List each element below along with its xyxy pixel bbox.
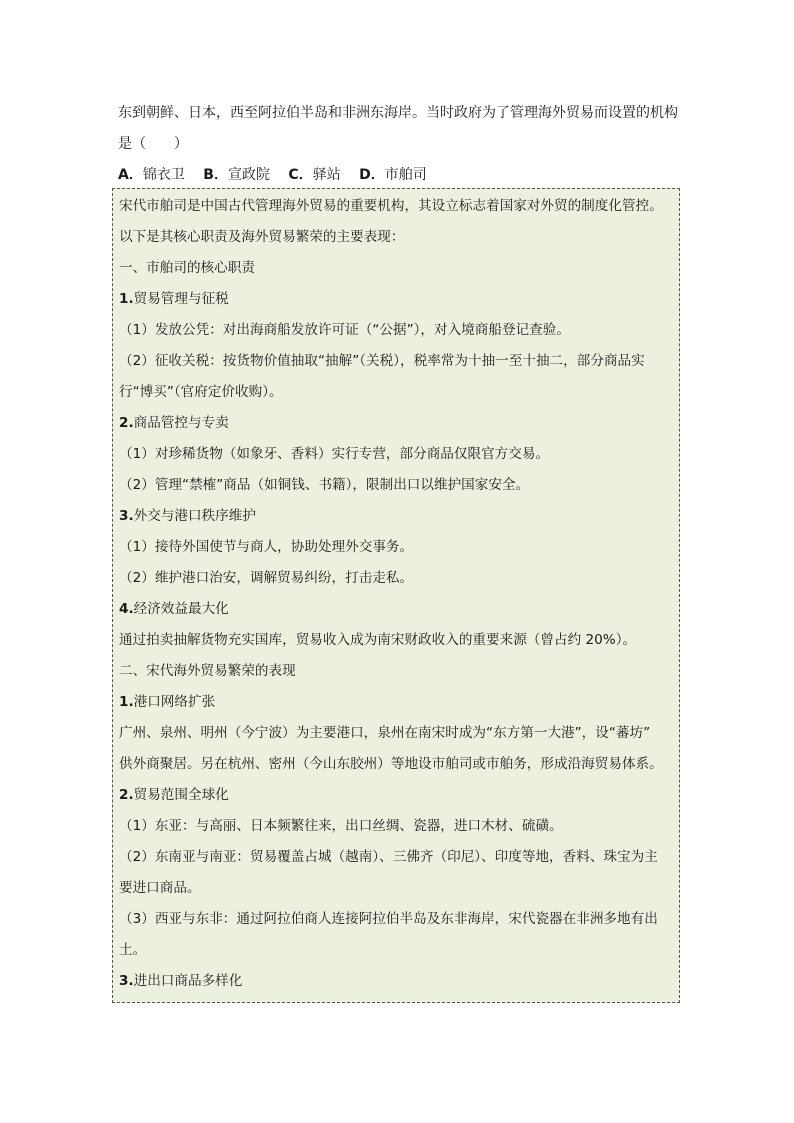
paragraph-line: 广州、泉州、明州（今宁波）为主要港口，泉州在南宋时成为“东方第一大港”，设“蕃坊” — [119, 725, 651, 741]
paragraph-line: （2）东南亚与南亚：贸易覆盖占城（越南）、三佛齐（印尼）、印度等地，香料、珠宝为主 — [119, 849, 658, 865]
subheading-number: 2. — [119, 415, 134, 431]
option-a-text: 锦衣卫 — [142, 167, 185, 183]
subheading-title: 港口网络扩张 — [133, 694, 216, 710]
subheading-title: 贸易管理与征税 — [133, 291, 229, 307]
question-line-2: 是（ ） — [118, 136, 188, 152]
subheading-number: 3. — [119, 508, 134, 524]
option-d-letter: D． — [359, 167, 385, 183]
subheading-title: 商品管控与专卖 — [133, 415, 229, 431]
paragraph-line: （1）发放公凭：对出海商船发放许可证（“公据”），对入境商船登记查验。 — [119, 322, 570, 338]
subheading-1-2 — [119, 408, 673, 439]
subheading-1-1 — [119, 284, 673, 315]
intro-line-1: 宋代市舶司是中国古代管理海外贸易的重要机构，其设立标志着国家对外贸的制度化管控。 — [119, 198, 663, 214]
option-c-letter: C． — [288, 167, 313, 183]
subheading-number: 1. — [119, 694, 134, 710]
section-1-heading: 一、市舶司的核心职责 — [119, 260, 255, 276]
paragraph-line: （2）管理“禁榷”商品（如铜钱、书籍），限制出口以维护国家安全。 — [119, 477, 530, 493]
subheading-title: 经济效益最大化 — [133, 601, 229, 617]
paragraph-line: （1）东亚：与高丽、日本频繁往来，出口丝绸、瓷器，进口木材、硫磺。 — [119, 818, 563, 834]
option-b-text: 宣政院 — [227, 167, 270, 183]
paragraph-line: 行“博买”（官府定价收购）。 — [119, 384, 283, 400]
analysis-box — [112, 188, 680, 1003]
paragraph-line: （1）对珍稀货物（如象牙、香料）实行专营，部分商品仅限官方交易。 — [119, 446, 550, 462]
answer-options — [118, 160, 427, 191]
paragraph-line: （1）接待外国使节与商人，协助处理外交事务。 — [119, 539, 414, 555]
paragraph-line: 要进口商品。 — [119, 880, 201, 896]
subheading-1-4 — [119, 594, 673, 625]
paragraph-line: 土。 — [119, 942, 147, 958]
paragraph-line: （3）西亚与东非：通过阿拉伯商人连接阿拉伯半岛及东非海岸，宋代瓷器在非洲多地有出 — [119, 911, 658, 927]
subheading-2-1 — [119, 687, 673, 718]
section-2-heading: 二、宋代海外贸易繁荣的表现 — [119, 663, 296, 679]
question-line-1: 东到朝鲜、日本，西至阿拉伯半岛和非洲东海岸。当时政府为了管理海外贸易而设置的机构 — [118, 105, 678, 121]
option-a — [118, 160, 185, 191]
subheading-number: 3. — [119, 973, 134, 989]
option-d-text: 市舶司 — [384, 167, 427, 183]
subheading-title: 进出口商品多样化 — [133, 973, 243, 989]
paragraph-line: 供外商聚居。另在杭州、密州（今山东胶州）等地设市舶司或市舶务，形成沿海贸易体系。 — [119, 756, 663, 772]
subheading-title: 外交与港口秩序维护 — [133, 508, 256, 524]
subheading-2-3 — [119, 966, 673, 997]
option-d — [359, 160, 427, 191]
subheading-title: 贸易范围全球化 — [133, 787, 229, 803]
subheading-number: 2. — [119, 787, 134, 803]
option-a-letter: A． — [118, 167, 143, 183]
intro-line-2: 以下是其核心职责及海外贸易繁荣的主要表现： — [119, 229, 405, 245]
paragraph-line: （2）维护港口治安，调解贸易纠纷，打击走私。 — [119, 570, 414, 586]
option-c-text: 驿站 — [312, 167, 341, 183]
subheading-number: 4. — [119, 601, 134, 617]
paragraph-line: （2）征收关税：按货物价值抽取“抽解”（关税），税率常为十抽一至十抽二，部分商品实 — [119, 353, 645, 369]
paragraph-line: 通过拍卖抽解货物充实国库，贸易收入成为南宋财政收入的重要来源（曾占约 20%）。 — [119, 632, 637, 648]
question-stem — [118, 98, 688, 160]
option-c — [288, 160, 340, 191]
option-b — [203, 160, 270, 191]
subheading-number: 1. — [119, 291, 134, 307]
option-b-letter: B． — [203, 167, 228, 183]
subheading-2-2 — [119, 780, 673, 811]
subheading-1-3 — [119, 501, 673, 532]
